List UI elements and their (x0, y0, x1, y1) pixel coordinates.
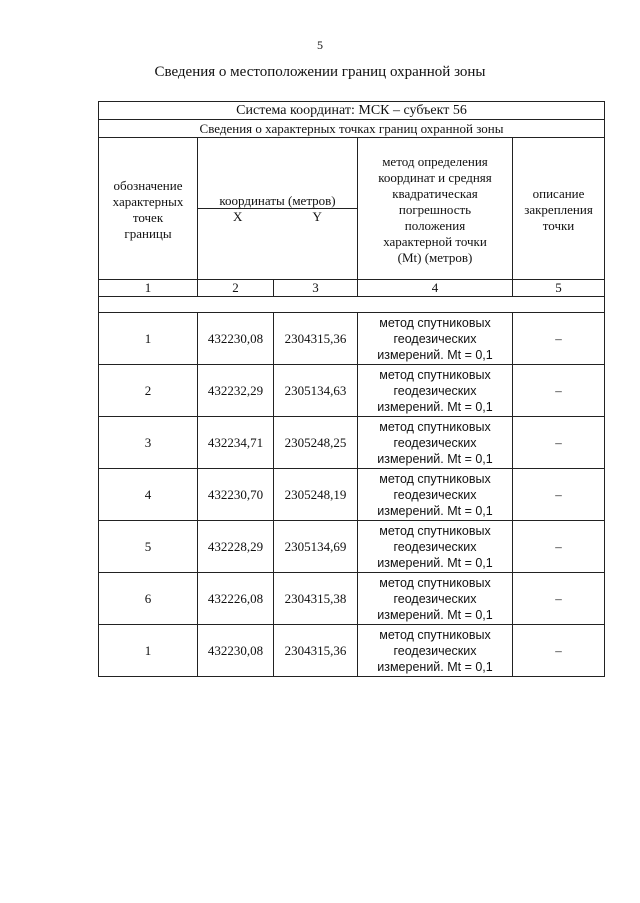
column-number: 5 (513, 280, 605, 297)
point-number-cell: 3 (99, 417, 198, 469)
description-header-text-line: описание (532, 185, 585, 201)
page-title: Сведения о местоположении границ охранной зоны (154, 64, 486, 80)
table-row (99, 313, 605, 365)
method-line: метод спутниковых (379, 627, 491, 642)
method-line: измерений. Mt = 0,1 (377, 399, 493, 414)
method-line: метод спутниковых (379, 575, 491, 590)
method-line: геодезических (393, 591, 477, 606)
method-line: измерений. Mt = 0,1 (377, 659, 493, 674)
method-line: геодезических (393, 643, 477, 658)
method-line: геодезических (393, 435, 477, 450)
coordinates-header-label: координаты (метров) (198, 193, 357, 209)
column-number: 1 (99, 280, 198, 297)
y-coordinate-cell: 2304315,36 (274, 625, 358, 677)
description-header (513, 138, 605, 280)
coordinate-system-header: Система координат: МСК – субъект 56 (99, 102, 605, 120)
method-line: измерений. Mt = 0,1 (377, 503, 493, 518)
designation-header (99, 138, 198, 280)
description-cell: – (513, 417, 605, 469)
x-coordinate-cell: 432232,29 (198, 365, 274, 417)
method-line: метод спутниковых (379, 367, 491, 382)
point-number-cell: 1 (99, 625, 198, 677)
empty-row (99, 297, 605, 313)
designation-header-text (99, 176, 197, 242)
description-header-text (513, 184, 604, 234)
x-coordinate-cell: 432226,08 (198, 573, 274, 625)
method-line: метод спутниковых (379, 419, 491, 434)
designation-header-text-line: характерных (112, 193, 184, 209)
method-line: измерений. Mt = 0,1 (377, 607, 493, 622)
description-header-text-line: закрепления (524, 201, 593, 217)
description-header-text-line: точки (542, 217, 575, 233)
table-row (99, 469, 605, 521)
method-cell (358, 469, 513, 521)
method-cell (358, 573, 513, 625)
method-line: геодезических (393, 331, 477, 346)
method-header-text-line: положения (404, 217, 466, 233)
method-line: метод спутниковых (379, 471, 491, 486)
y-coordinate-cell: 2305248,25 (274, 417, 358, 469)
description-cell: – (513, 365, 605, 417)
coordinates-header (198, 138, 358, 280)
method-header (358, 138, 513, 280)
x-coordinate-cell: 432230,70 (198, 469, 274, 521)
point-number-cell: 4 (99, 469, 198, 521)
column-numbers-row (99, 280, 605, 297)
designation-header-text-line: обозначение (113, 177, 183, 193)
method-cell (358, 521, 513, 573)
method-cell (358, 313, 513, 365)
boundary-points-table (98, 101, 605, 677)
method-header-text-line: (Mt) (метров) (397, 249, 473, 265)
table-row (99, 365, 605, 417)
method-line: геодезических (393, 383, 477, 398)
y-coordinate-cell: 2305134,63 (274, 365, 358, 417)
method-header-text (358, 152, 512, 266)
table-row (99, 521, 605, 573)
y-header: Y (312, 208, 322, 224)
method-line: измерений. Mt = 0,1 (377, 555, 493, 570)
y-coordinate-cell: 2305134,69 (274, 521, 358, 573)
x-coordinate-cell: 432230,08 (198, 313, 274, 365)
method-header-text-line: квадратическая (392, 185, 478, 201)
x-coordinate-cell: 432228,29 (198, 521, 274, 573)
description-cell: – (513, 573, 605, 625)
method-header-text-line: координат и средняя (378, 169, 492, 185)
point-number-cell: 1 (99, 313, 198, 365)
method-line: геодезических (393, 539, 477, 554)
method-line: измерений. Mt = 0,1 (377, 451, 493, 466)
column-number: 2 (198, 280, 274, 297)
column-number: 4 (358, 280, 513, 297)
points-info-header: Сведения о характерных точках границ охранной зоны (99, 120, 605, 138)
x-header: X (233, 208, 243, 224)
table-row (99, 625, 605, 677)
designation-header-text-line: границы (124, 225, 172, 241)
method-line: метод спутниковых (379, 315, 491, 330)
description-cell: – (513, 521, 605, 573)
description-cell: – (513, 625, 605, 677)
method-line: измерений. Mt = 0,1 (377, 347, 493, 362)
column-headers-row (99, 138, 605, 280)
x-coordinate-cell: 432234,71 (198, 417, 274, 469)
method-cell (358, 625, 513, 677)
page-number: 5 (317, 38, 323, 52)
designation-header-text-line: точек (132, 209, 164, 225)
x-coordinate-cell: 432230,08 (198, 625, 274, 677)
method-header-text-line: характерной точки (383, 233, 487, 249)
y-coordinate-cell: 2305248,19 (274, 469, 358, 521)
method-header-text-line: метод определения (382, 153, 488, 169)
description-cell: – (513, 469, 605, 521)
y-coordinate-cell: 2304315,36 (274, 313, 358, 365)
point-number-cell: 5 (99, 521, 198, 573)
method-line: метод спутниковых (379, 523, 491, 538)
table-row (99, 573, 605, 625)
description-cell: – (513, 313, 605, 365)
point-number-cell: 6 (99, 573, 198, 625)
column-number: 3 (274, 280, 358, 297)
table-row (99, 417, 605, 469)
method-header-text-line: погрешность (398, 201, 472, 217)
method-line: геодезических (393, 487, 477, 502)
point-number-cell: 2 (99, 365, 198, 417)
method-cell (358, 417, 513, 469)
empty-cell (99, 297, 605, 313)
method-cell (358, 365, 513, 417)
y-coordinate-cell: 2304315,38 (274, 573, 358, 625)
